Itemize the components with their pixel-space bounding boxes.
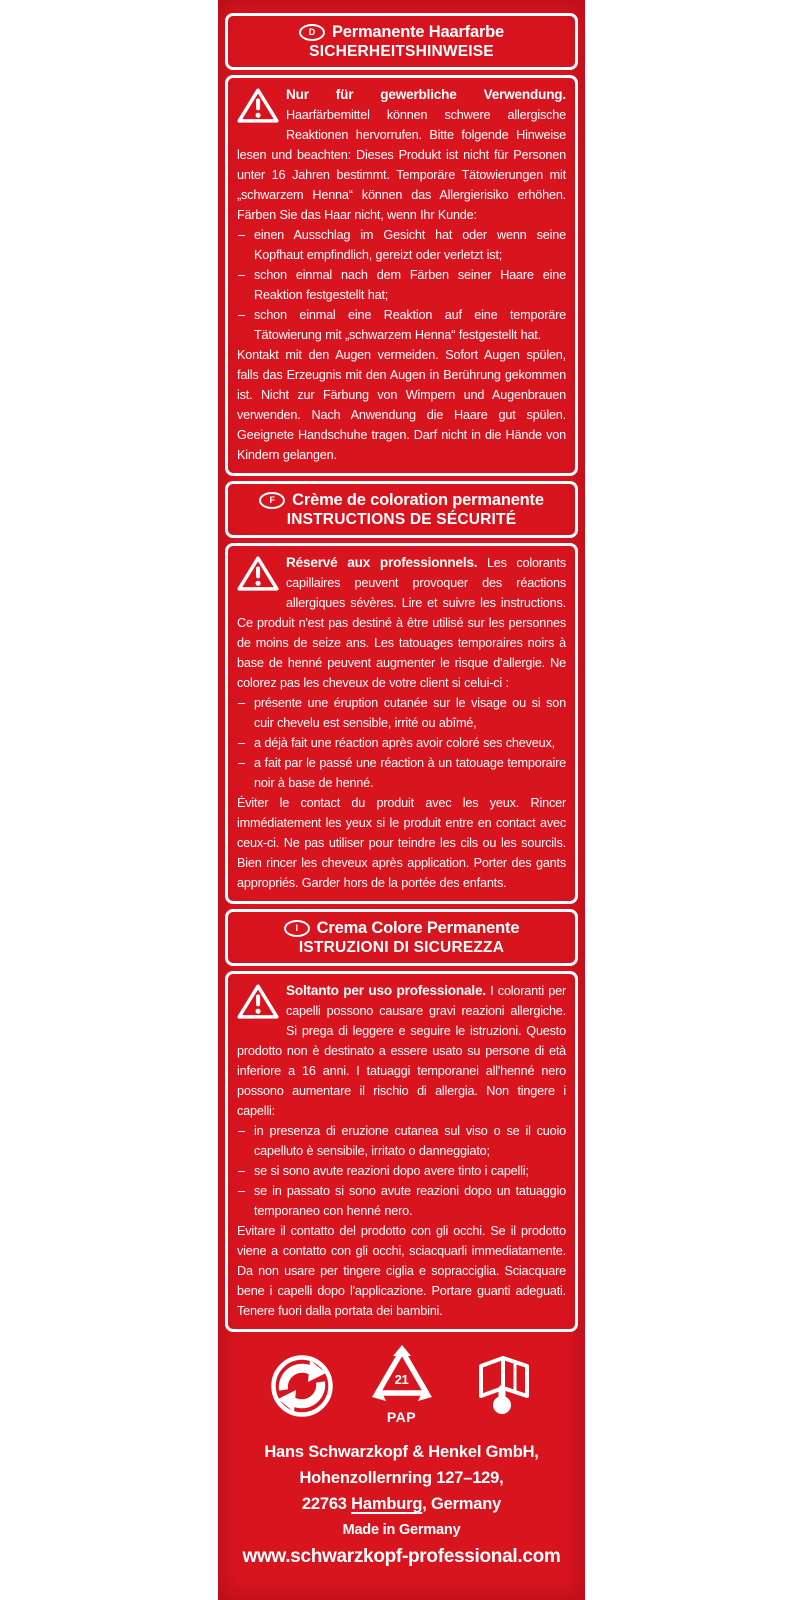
closing-paragraph-de: Kontakt mit den Augen vermeiden. Sofort Augen spülen, falls das Erzeugnis mit den Augen in Berührung gekommen ist. Nicht zur Färbung von Wimpern und Augenbrauen verwenden. Nach Anwendung die Haare gut spülen. Geeignete Handschuhe tragen. Darf nicht in die Hände von Kindern gelangen. [237,348,566,462]
manufacturer-address [225,1439,578,1517]
section-de-subtitle: SICHERHEITSHINWEISE [309,43,494,60]
made-in-label: Made in Germany [342,1522,461,1538]
section-fr-header [225,481,578,538]
country-oval-i-icon: I [284,920,310,937]
closing-paragraph-it: Evitare il contatto del prodotto con gli occhi. Se il prodotto viene a contatto con gli occhi, sciacquarli immediatamente. Da non usare per tingere ciglia e sopracciglia. Sciacquare bene i capelli dopo l'applicazione. Portare guanti adeguati. Tenere fuori dalla portata dei bambini. [237,1224,566,1318]
warning-text-it: I coloranti per capelli possono causare gravi reazioni allergiche. Si prega di leggere e seguire le istruzioni. Questo prodotto non è destinato a essere usato su persone di età inferiore a 16 anni. I tatuaggi temporanei all'henné nero possono aumentare il rischio di allergia. Non tingere i capelli: [237,984,566,1118]
list-item: – a déjà fait une réaction après avoir coloré ses cheveux, [237,733,566,753]
recycling-pap-triangle-icon [370,1345,434,1425]
section-de-title-row [232,23,571,42]
warning-paragraph-fr [237,553,566,693]
country-oval-f-icon: F [259,492,285,509]
section-it-subtitle: ISTRUZIONI DI SICUREZZA [298,939,505,956]
sections-stack [218,0,585,1568]
list-item: – schon einmal nach dem Färben seiner Haare eine Reaktion festgestellt hat; [237,265,566,305]
warning-lead-it: Soltanto per uso professionale. [286,983,486,998]
pap-label: PAP [386,1409,417,1425]
list-item: – a fait par le passé une réaction à un tatouage temporaire noir à base de henné. [237,753,566,793]
list-item: – présente une éruption cutanée sur le visage ou si son cuir chevelu est sensible, irrité ou abîmé, [237,693,566,733]
country-oval-d-icon: D [299,24,325,41]
section-de-body [225,75,578,476]
pap-code-number: 21 [394,1372,409,1387]
warning-triangle-icon [237,87,279,130]
list-item: – se si sono avute reazioni dopo avere tinto i capelli; [237,1161,566,1181]
warning-text-de: Haarfärbemittel können schwere allergische Reaktionen hervorrufen. Bitte folgende Hinweise lesen und beachten: Dieses Produkt ist nicht für Personen unter 16 Jahren bestimmt. Temporäre Tätowierungen mit „schwarzem Henna“ können das Allergierisiko erhöhen. Färben Sie das Haar nicht, wenn Ihr Kunde: [237,108,566,222]
section-it-title-row [232,919,571,938]
list-item: – schon einmal eine Reaktion auf eine temporäre Tätowierung mit „schwarzem Henna“ festgestellt hat. [237,305,566,345]
section-fr-title-row [232,491,571,510]
list-item: – se in passato si sono avute reazioni dopo un tatuaggio temporaneo con henné nero. [237,1181,566,1221]
section-it-body [225,971,578,1332]
warning-paragraph-de [237,85,566,225]
list-item: – einen Ausschlag im Gesicht hat oder wenn seine Kopfhaut empfindlich, gereizt oder verletzt ist; [237,225,566,265]
read-leaflet-icon [470,1345,534,1422]
address-zip: 22763 [301,1495,347,1513]
warning-lead-fr: Réservé aux professionnels. [286,555,478,570]
website-url: www.schwarzkopf-professional.com [242,1546,561,1567]
warning-lead-de: Nur für gewerbliche Verwendung. [286,87,566,102]
section-fr-subtitle: INSTRUCTIONS DE SÉCURITÉ [286,511,517,528]
section-fr-body [225,543,578,904]
section-de-title: Permanente Haarfarbe [331,23,505,41]
section-it-title: Crema Colore Permanente [316,919,520,937]
recycling-icons-row [225,1345,578,1439]
footer [225,1337,578,1568]
warning-triangle-icon [237,983,279,1026]
section-it-header [225,909,578,966]
red-package-panel [218,0,585,1600]
address-country: , Germany [422,1495,502,1513]
warning-text-fr: Les colorants capillaires peuvent provoquer des réactions allergiques sévères. Lire et suivre les instructions. Ce produit n'est pas destiné à être utilisé sur les personnes de moins de seize ans. Les tatouages temporaires noirs à base de henné peuvent augmenter le risque d'allergie. Ne colorez pas les cheveux de votre client si celui-ci : [237,556,567,690]
section-de-header [225,13,578,70]
address-line-1: Hans Schwarzkopf & Henkel GmbH, [264,1443,539,1461]
address-city: Hamburg [351,1495,423,1513]
address-line-2: Hohenzollernring 127–129, [299,1469,504,1487]
warning-triangle-icon [237,555,279,598]
green-dot-recycling-icon [270,1345,334,1423]
address-line-3 [225,1491,578,1517]
section-fr-title: Crème de coloration permanente [292,491,544,509]
closing-paragraph-fr: Éviter le contact du produit avec les yeux. Rincer immédiatement les yeux si le produit entre en contact avec ceux-ci. Ne pas utiliser pour teindre les cils ou les sourcils. Bien rincer les cheveux après application. Porter des gants appropriés. Garder hors de la portée des enfants. [237,796,566,890]
warning-paragraph-it [237,981,566,1121]
list-item: – in presenza di eruzione cutanea sul viso o se il cuoio capelluto è sensibile, irritato o danneggiato; [237,1121,566,1161]
